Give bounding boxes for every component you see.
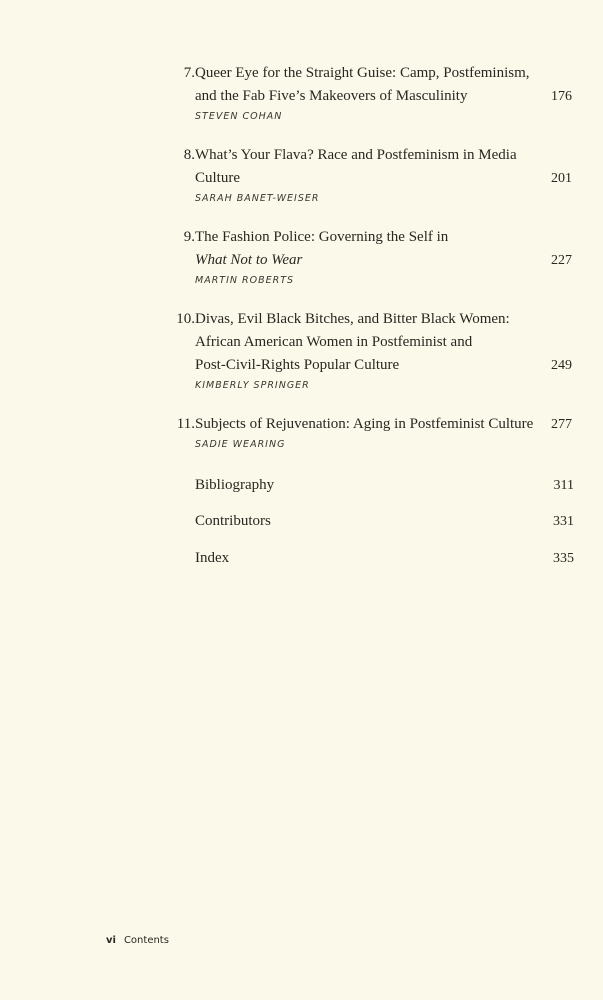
toc-entry-9 — [174, 226, 574, 288]
toc-entry-line — [174, 167, 574, 190]
chapter-number: 9. — [183, 229, 195, 245]
page-number: 311 — [553, 478, 574, 493]
toc-entry-10 — [174, 308, 574, 393]
toc-entry-line — [174, 144, 574, 167]
chapter-author: KIMBERLY SPRINGER — [195, 380, 310, 391]
toc-entry-line — [174, 85, 574, 108]
page-number: 176 — [551, 89, 572, 104]
toc-entry-line — [174, 226, 574, 249]
chapter-number: 8. — [183, 147, 195, 163]
italic-show-title: What Not to Wear — [195, 252, 303, 268]
toc-entry-line — [174, 308, 574, 331]
chapter-author: SADIE WEARING — [195, 439, 286, 450]
toc-entry-7 — [174, 62, 574, 124]
toc-entry-line — [174, 249, 574, 272]
page-number: 227 — [551, 253, 572, 268]
chapter-author: STEVEN COHAN — [195, 111, 283, 122]
page-footer — [106, 935, 169, 946]
toc-entry-line — [174, 331, 574, 354]
chapter-number: 10. — [176, 311, 195, 327]
page-number: 249 — [551, 358, 572, 373]
back-matter-label: Bibliography — [195, 477, 275, 493]
toc-entry-8 — [174, 144, 574, 206]
toc-entry-line — [174, 413, 574, 436]
back-matter-label: Index — [195, 550, 230, 566]
chapter-title-line: Queer Eye for the Straight Guise: Camp, Postfeminism, — [195, 65, 530, 81]
folio: vi — [106, 935, 116, 946]
chapter-title-line: Divas, Evil Black Bitches, and Bitter Black Women: — [195, 311, 510, 327]
chapter-title-line: The Fashion Police: Governing the Self in — [195, 229, 449, 245]
chapter-title-line: What’s Your Flava? Race and Postfeminism in Media — [195, 147, 517, 163]
toc-entry-11 — [174, 413, 574, 452]
page-number: 331 — [553, 514, 574, 529]
page-number: 335 — [553, 551, 574, 566]
back-matter-label: Contributors — [195, 513, 271, 529]
chapter-author: MARTIN ROBERTS — [195, 275, 295, 286]
chapter-title-line: Post-Civil-Rights Popular Culture — [195, 357, 400, 373]
chapter-title-line: Subjects of Rejuvenation: Aging in Postfeminist Culture — [195, 416, 534, 432]
toc-bibliography — [195, 474, 574, 497]
chapter-title-line: Culture — [195, 170, 240, 186]
chapter-title-line: and the Fab Five’s Makeovers of Masculinity — [195, 88, 468, 104]
toc-index — [195, 547, 574, 570]
running-head: Contents — [123, 935, 169, 946]
chapter-author: SARAH BANET-WEISER — [195, 193, 320, 204]
page-number: 201 — [551, 171, 572, 186]
toc-contributors — [195, 510, 574, 533]
chapter-number: 11. — [176, 416, 195, 432]
chapter-number: 7. — [183, 65, 195, 81]
chapter-title-line — [195, 249, 302, 272]
toc-entry-line — [174, 354, 574, 377]
page-number: 277 — [551, 417, 572, 432]
toc-entry-line — [174, 62, 574, 85]
chapter-title-line: African American Women in Postfeminist and — [195, 334, 473, 350]
